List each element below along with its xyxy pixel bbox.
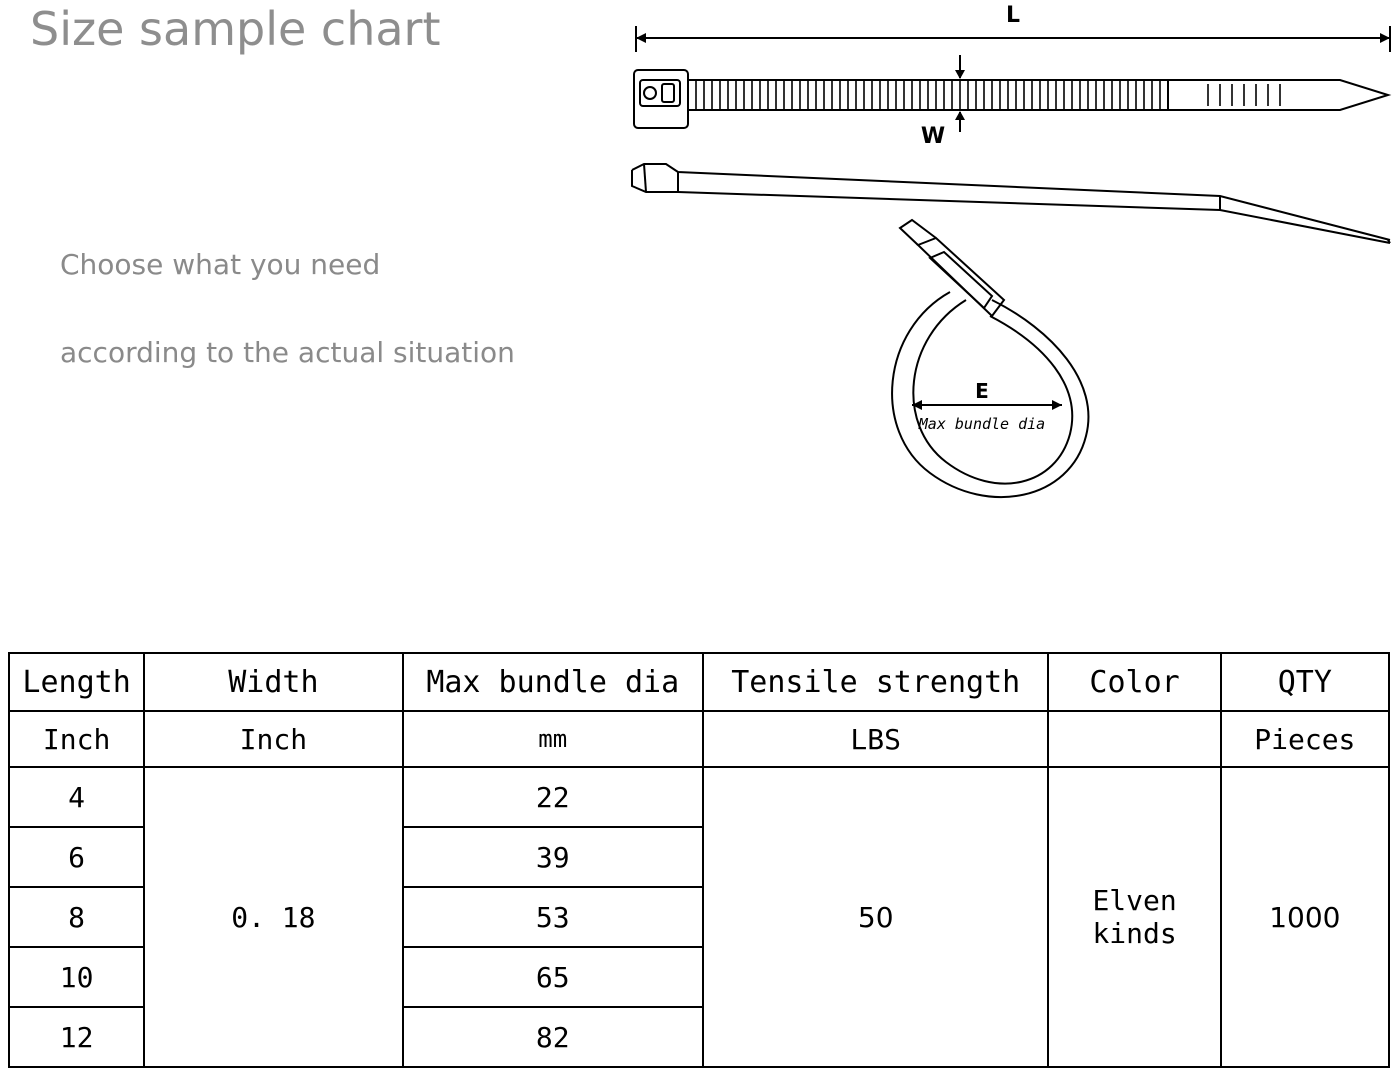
instruction-line-2: according to the actual situation	[60, 336, 515, 369]
cable-tie-diagram	[600, 0, 1399, 540]
cable-tie-top-view	[634, 70, 1399, 128]
page-title: Size sample chart	[30, 2, 441, 56]
cell-width-merged: 0. 18	[144, 767, 402, 1067]
width-label: W	[920, 124, 946, 149]
cell-qty-merged: 1000	[1221, 767, 1389, 1067]
bundle-sublabel: Max bundle dia	[918, 415, 1046, 433]
cell-length: 8	[9, 887, 144, 947]
unit-qty: Pieces	[1221, 711, 1389, 767]
cell-length: 12	[9, 1007, 144, 1067]
header-qty: QTY	[1221, 653, 1389, 711]
header-tensile-strength: Tensile strength	[703, 653, 1049, 711]
cable-tie-svg	[600, 0, 1399, 540]
cell-length: 4	[9, 767, 144, 827]
instruction-line-1: Choose what you need	[60, 248, 381, 281]
cell-dia: 22	[403, 767, 703, 827]
cell-dia: 65	[403, 947, 703, 1007]
cell-dia: 53	[403, 887, 703, 947]
table-row	[9, 767, 1389, 827]
cell-length: 6	[9, 827, 144, 887]
unit-tensile: LBS	[703, 711, 1049, 767]
unit-color	[1048, 711, 1220, 767]
header-width: Width	[144, 653, 402, 711]
cell-tensile-merged: 50	[703, 767, 1049, 1067]
cable-tie-side-view	[632, 164, 1390, 243]
table-units-row	[9, 711, 1389, 767]
header-color: Color	[1048, 653, 1220, 711]
cell-dia: 82	[403, 1007, 703, 1067]
length-dimension	[636, 26, 1390, 52]
header-length: Length	[9, 653, 144, 711]
unit-width: Inch	[144, 711, 402, 767]
bundle-label: E	[975, 379, 989, 403]
cell-dia: 39	[403, 827, 703, 887]
header-max-bundle-dia: Max bundle dia	[403, 653, 703, 711]
cable-tie-loop-view	[892, 220, 1088, 497]
cell-length: 10	[9, 947, 144, 1007]
cell-color-merged: Elven kinds	[1048, 767, 1220, 1067]
unit-length: Inch	[9, 711, 144, 767]
unit-dia: mm	[403, 711, 703, 767]
table-header-row	[9, 653, 1389, 711]
specification-table	[8, 652, 1390, 1068]
length-label: L	[1005, 3, 1021, 28]
